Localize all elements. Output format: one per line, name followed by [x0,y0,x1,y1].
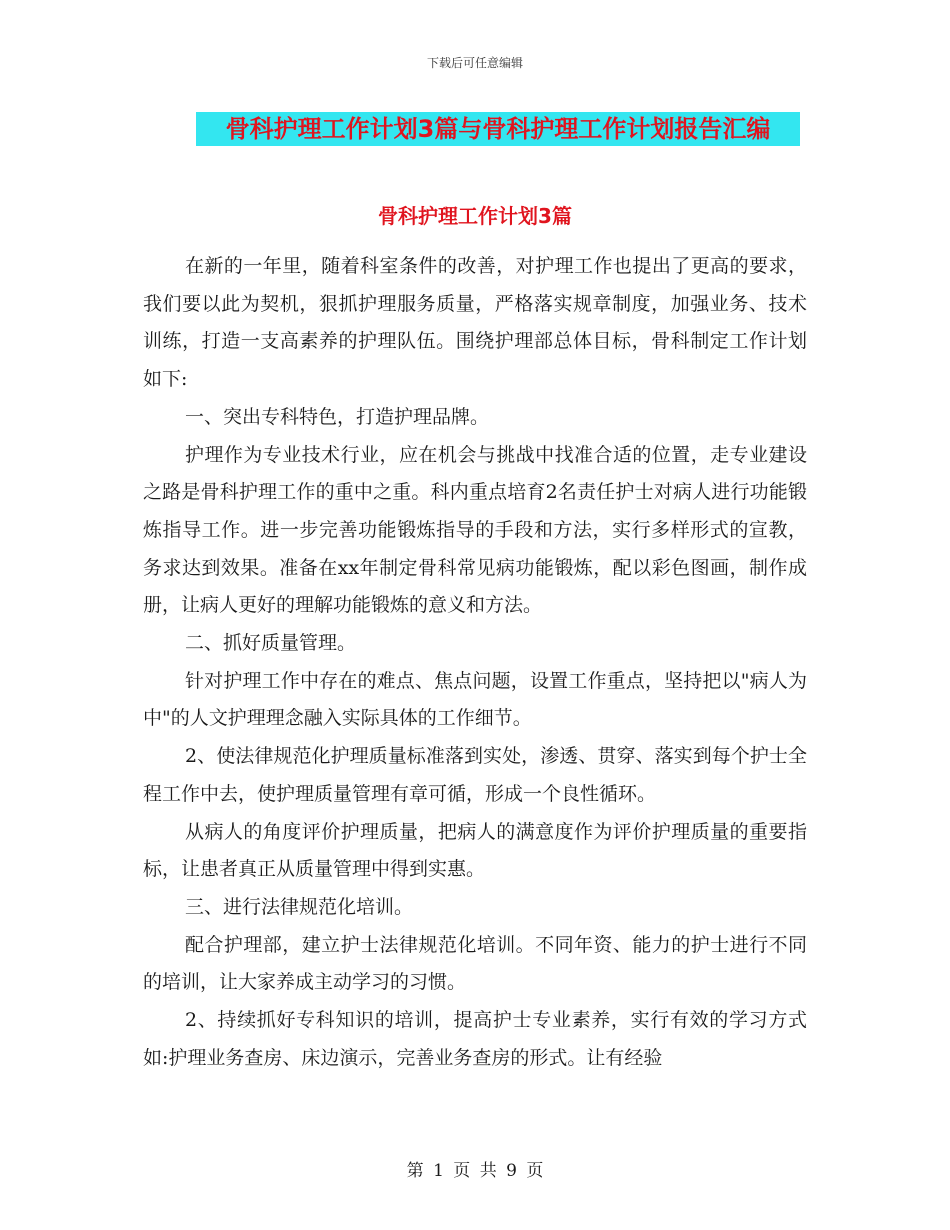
section-title: 骨科护理工作计划3篇 [378,204,572,228]
document-title: 骨科护理工作计划3篇与骨科护理工作计划报告汇编 [196,112,800,146]
paragraph: 三、进行法律规范化培训。 [185,895,414,918]
header-note: 下载后可任意编辑 [426,56,523,70]
paragraph: 一、突出专科特色，打造护理品牌。 [185,405,490,428]
paragraph: 在新的一年里，随着科室条件的改善，对护理工作也提出了更高的要求，我们要以此为契机，狠抓护理服务质量，严格落实规章制度，加强业务、技术训练，打造一支高素养的护理队伍。围绕护理部总体目标，骨科制定工作计划如下: [143,255,807,391]
paragraph: 针对护理工作中存在的难点、焦点问题，设置工作重点，坚持把以"病人为中"的人文护理理念融入实际具体的工作细节。 [143,669,807,730]
paragraph: 配合护理部，建立护士法律规范化培训。不同年资、能力的护士进行不同的培训，让大家养成主动学习的习惯。 [143,933,807,994]
paragraph: 二、抓好质量管理。 [185,632,357,655]
page-number: 第 1 页 共 9 页 [406,1161,544,1181]
document-body [143,248,807,1077]
paragraph: 护理作为专业技术行业，应在机会与挑战中找准合适的位置，走专业建设之路是骨科护理工作的重中之重。科内重点培育2名责任护士对病人进行功能锻炼指导工作。进一步完善功能锻炼指导的手段和方法，实行多样形式的宣教，务求达到效果。准备在xx年制定骨科常见病功能锻炼，配以彩色图画，制作成册，让病人更好的理解功能锻炼的意义和方法。 [143,443,807,617]
paragraph: 2、持续抓好专科知识的培训，提高护士专业素养，实行有效的学习方式如:护理业务查房、床边演示，完善业务查房的形式。让有经验 [143,1009,807,1069]
paragraph: 2、使法律规范化护理质量标准落到实处，渗透、贯穿、落实到每个护士全程工作中去，使护理质量管理有章可循，形成一个良性循环。 [143,745,807,805]
paragraph: 从病人的角度评价护理质量，把病人的满意度作为评价护理质量的重要指标，让患者真正从质量管理中得到实惠。 [143,820,807,881]
